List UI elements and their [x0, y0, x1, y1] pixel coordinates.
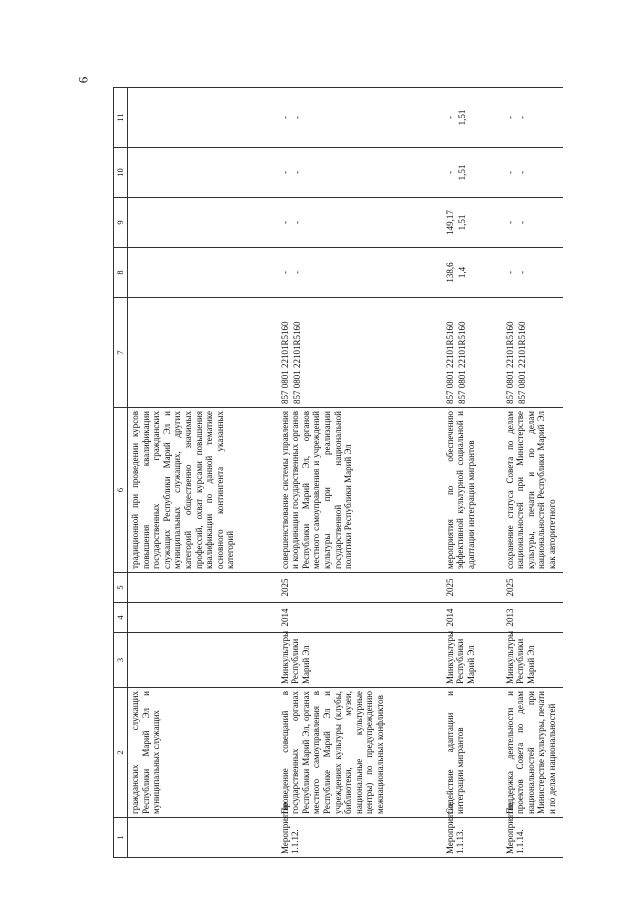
row-2-v10-a: - — [444, 171, 455, 174]
row-1-code-b: 857 0801 22101R5160 — [292, 321, 303, 404]
row-3-v8-a: - — [504, 271, 515, 274]
row-3-v10 — [503, 148, 563, 198]
row-2-executor: Минкультуры Республики Марий Эл — [443, 633, 503, 688]
col-header-11: 11 — [114, 88, 128, 148]
row-2-v9 — [443, 198, 503, 248]
row-3-v9-a: - — [504, 221, 515, 224]
row-0-start — [128, 603, 278, 633]
row-3-code-b: 857 0801 22101R5160 — [517, 321, 528, 404]
table-row — [443, 88, 503, 858]
row-1-result: совершенствование системы управления и координации государственных органов Республики Марий Эл, органов местного самоуправления и учреждений культуры при реализации государственной национальной политики Республики Марий Эл — [278, 408, 443, 573]
row-3-code — [503, 298, 563, 408]
table-row — [503, 88, 563, 858]
row-3-v11 — [503, 88, 563, 148]
row-3-start: 2013 — [503, 603, 563, 633]
row-3-name: Поддержка деятельности и проектов Совета по делам национальностей при Министерстве культуры, печати и по делам национальностей — [503, 688, 563, 818]
row-1-v9-b: - — [292, 221, 303, 224]
row-1-v11-b: - — [292, 116, 303, 119]
col-header-7: 7 — [114, 298, 128, 408]
row-2-v10 — [443, 148, 503, 198]
row-2-v11 — [443, 88, 503, 148]
row-1-end: 2025 — [278, 573, 443, 603]
row-1-code-a: 857 0801 22101R5160 — [279, 321, 290, 404]
row-3-end: 2025 — [503, 573, 563, 603]
row-2-code-b: 857 0801 22101R5160 — [457, 321, 468, 404]
row-2-v11-b: 1,51 — [457, 109, 468, 126]
row-2-result: мероприятия по обеспечению эффективной культурной социальной и адаптации интеграции мигрантов — [443, 408, 503, 573]
col-header-5: 5 — [114, 573, 128, 603]
col-header-8: 8 — [114, 248, 128, 298]
row-1-v10-a: - — [279, 171, 290, 174]
row-2-v8-b: 1,4 — [457, 266, 468, 279]
page-number: 6 — [75, 76, 91, 84]
row-3-v10-b: - — [517, 171, 528, 174]
row-2-name: Содействие адаптации и интеграции мигрантов — [443, 688, 503, 818]
row-1-v8-b: - — [292, 271, 303, 274]
col-header-9: 9 — [114, 198, 128, 248]
row-1-executor: Минкультуры Республики Марий Эл — [278, 633, 443, 688]
col-header-6: 6 — [114, 408, 128, 573]
row-0-result: традиционной при проведении курсов повышения квалификации государственных гражданских служащих Республики Марий Эл и муниципальных служащих, других категорий общественно значимых профессий, охват курсами повышения квалификации по данной тематике основного контингента указанных категорий — [128, 408, 278, 573]
row-1-v10-b: - — [292, 171, 303, 174]
row-2-code — [443, 298, 503, 408]
row-2-v9-b: 1,51 — [457, 214, 468, 231]
table-row — [278, 88, 443, 858]
row-0-name: гражданских служащих Республики Марий Эл и муниципальных служащих — [128, 688, 278, 818]
row-2-start: 2014 — [443, 603, 503, 633]
row-2-v10-b: 1,51 — [457, 164, 468, 181]
program-activities-table — [113, 87, 563, 858]
row-0-v10 — [128, 148, 278, 198]
row-2-end: 2025 — [443, 573, 503, 603]
row-1-measure: Мероприятие 1.1.12. — [278, 818, 443, 858]
row-3-v11-b: - — [517, 116, 528, 119]
col-header-1: 1 — [114, 818, 128, 858]
row-1-code — [278, 298, 443, 408]
col-header-4: 4 — [114, 603, 128, 633]
row-3-v9 — [503, 198, 563, 248]
row-1-v11-a: - — [279, 116, 290, 119]
row-1-v10 — [278, 148, 443, 198]
row-0-code — [128, 298, 278, 408]
col-header-10: 10 — [114, 148, 128, 198]
row-0-v8 — [128, 248, 278, 298]
row-1-name: Проведение совещаний в государственных органах Республики Марий Эл, органах местного самоуправления в Республике Марий Эл и учреждениях культуры (клубы, библиотеки, музеи, национальные культурные центры) по предупреждению межнациональных конфликтов — [278, 688, 443, 818]
row-1-v9 — [278, 198, 443, 248]
row-1-v8 — [278, 248, 443, 298]
row-3-v11-a: - — [504, 116, 515, 119]
row-2-v11-a: - — [444, 116, 455, 119]
row-0-v11 — [128, 88, 278, 148]
row-0-measure — [128, 818, 278, 858]
row-3-executor: Минкультуры Республики Марий Эл — [503, 633, 563, 688]
row-2-v8-a: 138,6 — [444, 262, 455, 283]
row-2-measure: Мероприятие 1.1.13. — [443, 818, 503, 858]
row-1-start: 2014 — [278, 603, 443, 633]
row-2-v8 — [443, 248, 503, 298]
rotated-table-container — [113, 88, 557, 858]
row-3-measure: Мероприятие 1.1.14. — [503, 818, 563, 858]
row-0-end — [128, 573, 278, 603]
row-3-v8-b: - — [517, 271, 528, 274]
row-3-v8 — [503, 248, 563, 298]
col-header-2: 2 — [114, 688, 128, 818]
row-2-code-a: 857 0801 22101R5160 — [444, 321, 455, 404]
row-1-v8-a: - — [279, 271, 290, 274]
row-0-v9 — [128, 198, 278, 248]
row-3-v10-a: - — [504, 171, 515, 174]
table-row — [128, 88, 278, 858]
row-1-v9-a: - — [279, 221, 290, 224]
row-1-v11 — [278, 88, 443, 148]
column-number-row — [114, 88, 128, 858]
row-0-executor — [128, 633, 278, 688]
row-3-v9-b: - — [517, 221, 528, 224]
row-3-result: сохранение статуса Совета по делам национальностей при Министерстве культуры, печати и по делам национальностей Республики Марий Эл как авторитетного — [503, 408, 563, 573]
row-2-v9-a: 149,17 — [444, 210, 455, 235]
row-3-code-a: 857 0801 22101R5160 — [504, 321, 515, 404]
col-header-3: 3 — [114, 633, 128, 688]
